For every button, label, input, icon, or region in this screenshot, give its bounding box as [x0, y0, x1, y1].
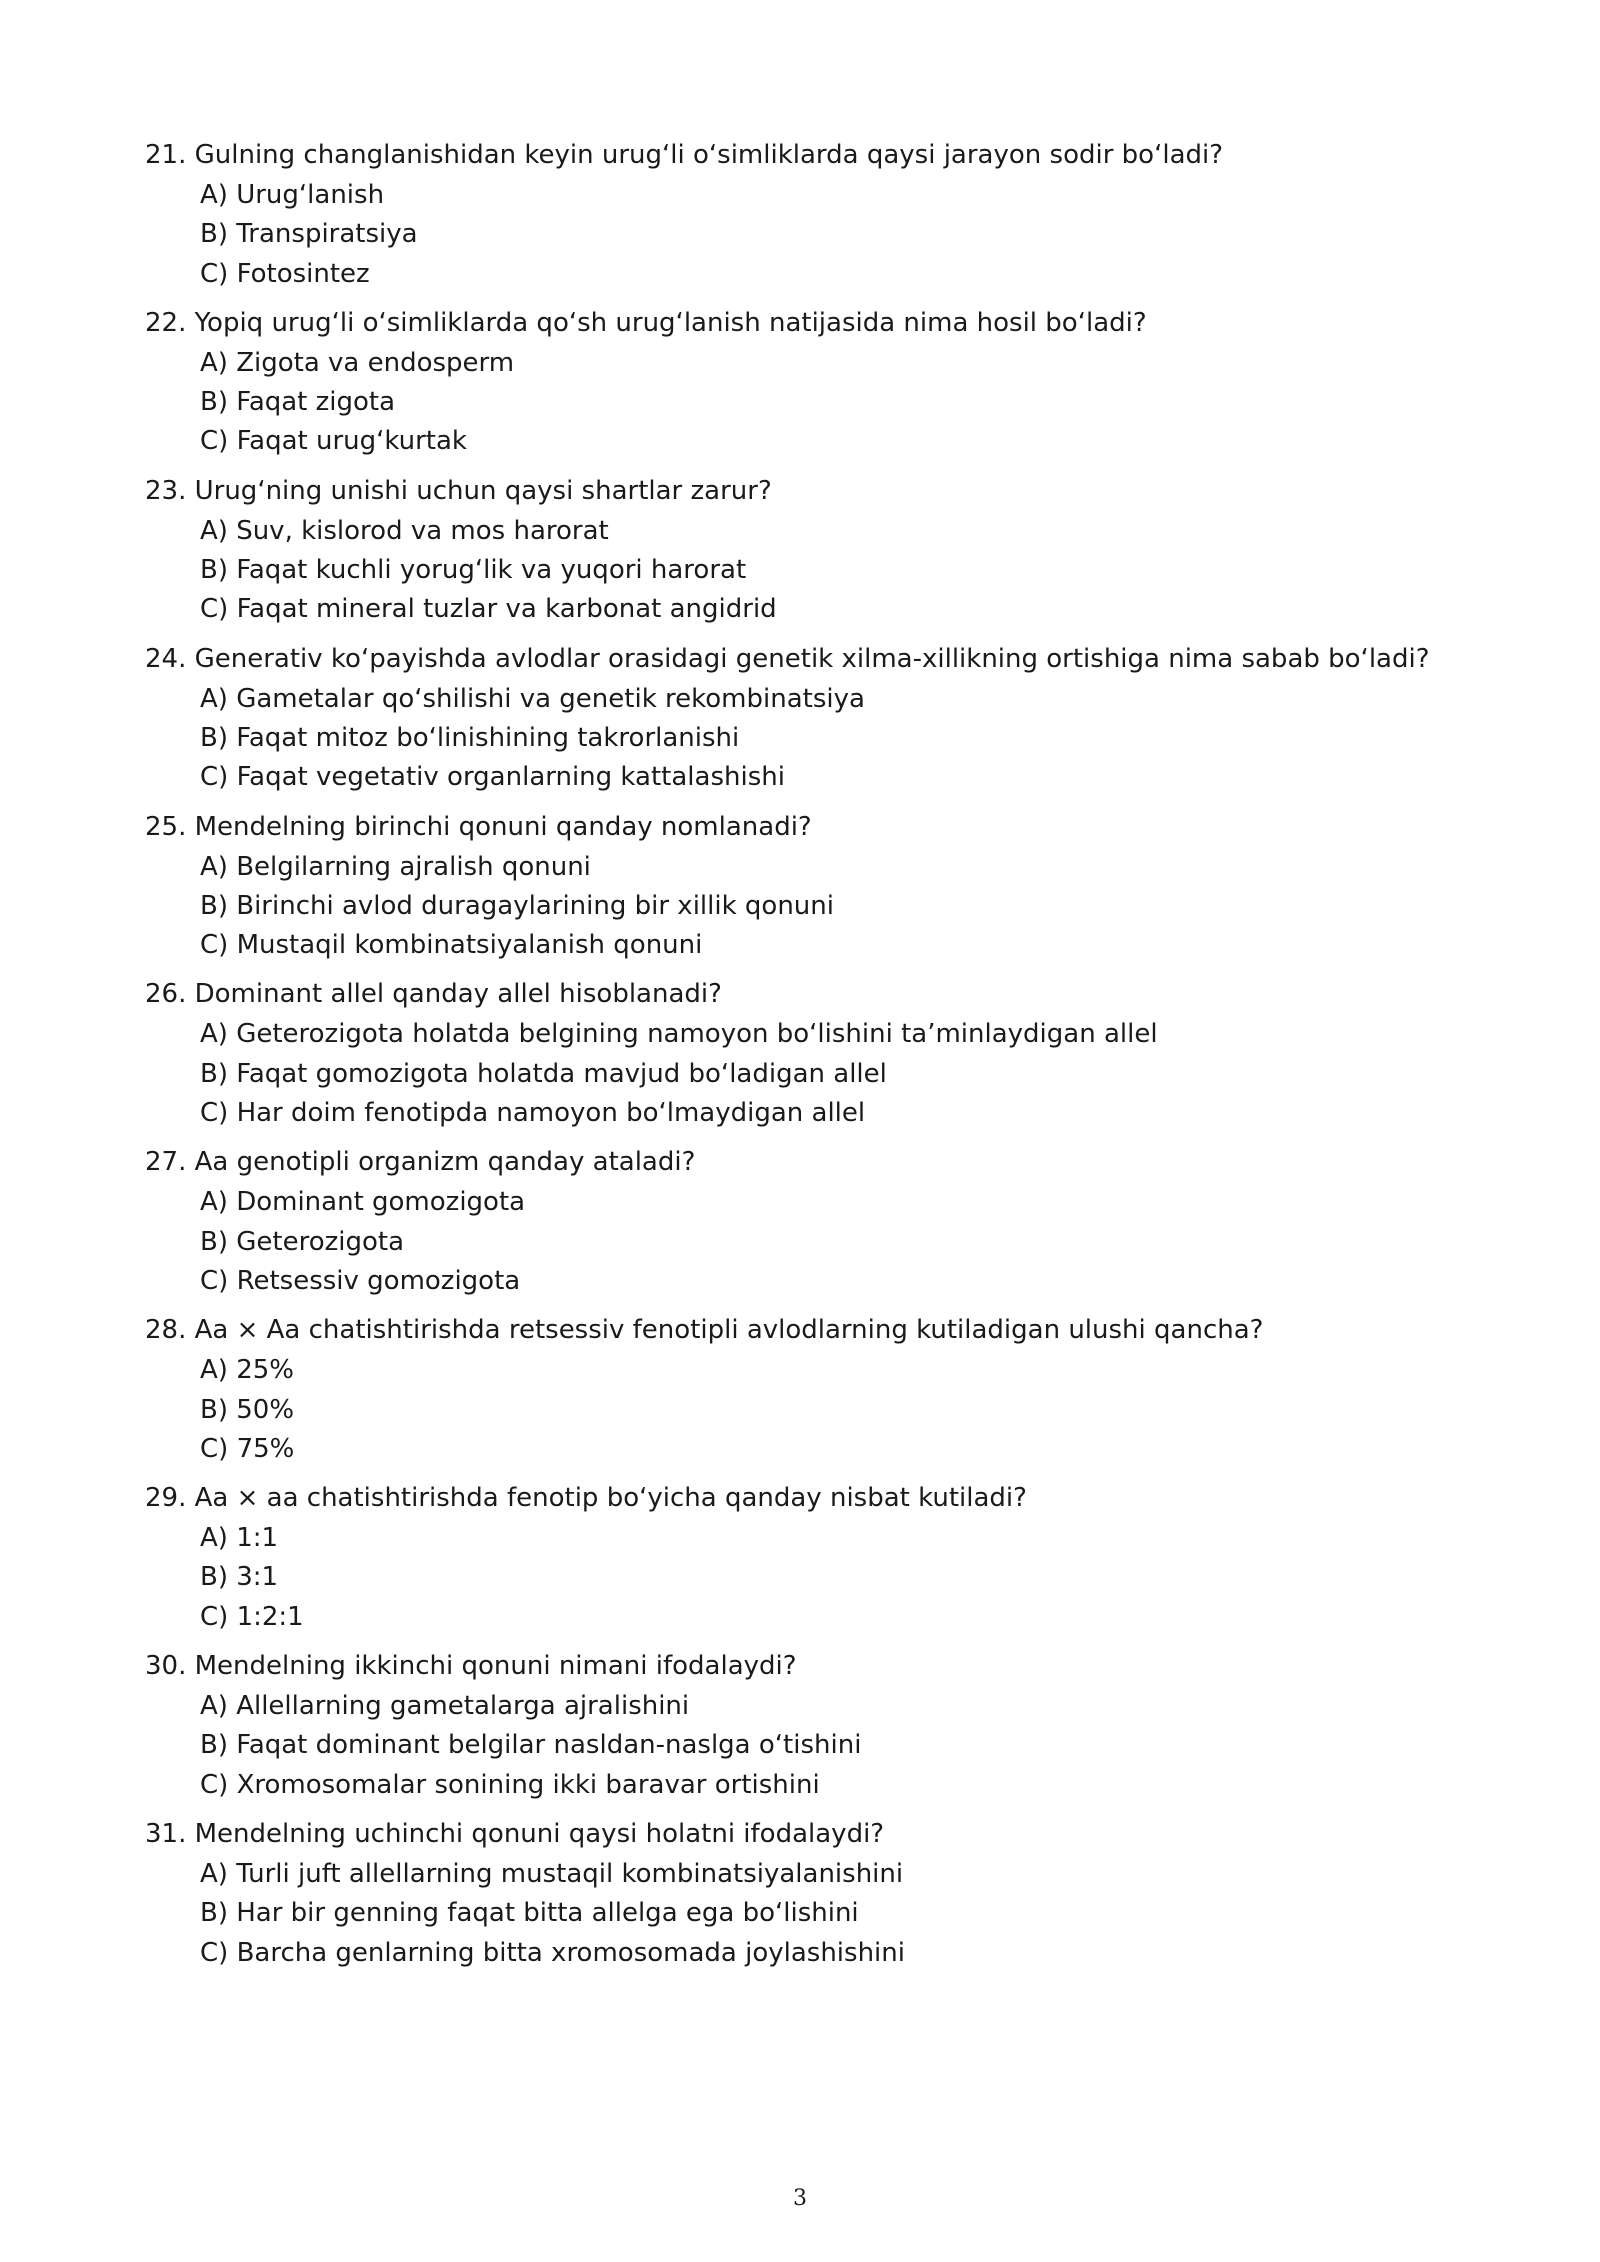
question-text: 28. Aa × Aa chatishtirishda retsessiv fenotipli avlodlarning kutiladigan ulushi qancha? — [145, 1315, 1264, 1346]
option-b: B) Transpiratsiya — [200, 219, 418, 250]
option-c: C) Faqat urug‘kurtak — [200, 426, 467, 457]
option-b: B) Birinchi avlod duragaylarining bir xillik qonuni — [200, 890, 834, 921]
question-text: 27. Aa genotipli organizm qanday ataladi? — [145, 1147, 696, 1178]
question-text: 25. Mendelning birinchi qonuni qanday nomlanadi? — [145, 811, 812, 842]
question-list — [145, 136, 1465, 1983]
option-b: B) Faqat mitoz bo‘linishining takrorlanishi — [200, 722, 740, 753]
question-text: 22. Yopiq urug‘li o‘simliklarda qo‘sh urug‘lanish natijasida nima hosil bo‘ladi? — [145, 307, 1147, 338]
option-a: A) Geterozigota holatda belgining namoyon bo‘lishini ta’minlaydigan allel — [200, 1019, 1158, 1050]
option-a: A) Urug‘lanish — [200, 180, 385, 210]
question-text: 24. Generativ ko‘payishda avlodlar orasidagi genetik xilma-xillikning ortishiga nima sabab bo‘ladi? — [145, 643, 1430, 674]
option-b: B) Har bir genning faqat bitta allelga ega bo‘lishini — [200, 1898, 859, 1929]
option-b: B) Faqat zigota — [200, 387, 396, 418]
option-b: B) 3:1 — [200, 1562, 279, 1593]
question-23 — [145, 472, 1465, 630]
question-28 — [145, 1311, 1465, 1469]
question-25 — [145, 808, 1465, 966]
question-27 — [145, 1143, 1465, 1301]
option-b: B) Geterozigota — [200, 1226, 405, 1257]
question-21 — [145, 136, 1465, 294]
option-b: B) Faqat dominant belgilar nasldan-naslga o‘tishini — [200, 1730, 862, 1761]
question-29 — [145, 1479, 1465, 1637]
option-a: A) Belgilarning ajralish qonuni — [200, 851, 591, 882]
option-list — [200, 1855, 1465, 1973]
question-31 — [145, 1815, 1465, 1973]
option-c: C) Xromosomalar sonining ikki baravar ortishini — [200, 1769, 820, 1800]
option-list — [200, 848, 1465, 966]
question-text: 31. Mendelning uchinchi qonuni qaysi holatni ifodalaydi? — [145, 1818, 885, 1849]
option-a: A) 1:1 — [200, 1523, 279, 1554]
option-a: A) Gametalar qo‘shilishi va genetik rekombinatsiya — [200, 683, 865, 714]
option-a: A) 25% — [200, 1355, 294, 1386]
option-c: C) Barcha genlarning bitta xromosomada joylashishini — [200, 1937, 905, 1968]
question-22 — [145, 304, 1465, 462]
option-list — [200, 1351, 1465, 1469]
option-list — [200, 512, 1465, 630]
option-list — [200, 1183, 1465, 1301]
option-a: A) Allellarning gametalarga ajralishini — [200, 1691, 690, 1722]
option-list — [200, 1015, 1465, 1133]
question-text: 23. Urug‘ning unishi uchun qaysi shartlar zarur? — [145, 475, 772, 506]
option-c: C) Retsessiv gomozigota — [200, 1265, 521, 1296]
option-a: A) Dominant gomozigota — [200, 1187, 526, 1218]
option-list — [200, 1687, 1465, 1805]
option-c: C) 75% — [200, 1433, 295, 1464]
option-c: C) 1:2:1 — [200, 1601, 304, 1632]
option-list — [200, 680, 1465, 798]
question-30 — [145, 1647, 1465, 1805]
question-26 — [145, 975, 1465, 1133]
option-b: B) 50% — [200, 1394, 295, 1425]
option-a: A) Suv, kislorod va mos harorat — [200, 515, 609, 546]
question-text: 30. Mendelning ikkinchi qonuni nimani ifodalaydi? — [145, 1651, 797, 1682]
option-list — [200, 176, 1465, 294]
option-a: A) Zigota va endosperm — [200, 347, 515, 378]
question-text: 26. Dominant allel qanday allel hisoblanadi? — [145, 979, 722, 1010]
page-number: 3 — [793, 2186, 807, 2211]
option-b: B) Faqat gomozigota holatda mavjud bo‘ladigan allel — [200, 1058, 887, 1089]
option-c: C) Har doim fenotipda namoyon bo‘lmaydigan allel — [200, 1098, 866, 1129]
option-a: A) Turli juft allellarning mustaqil kombinatsiyalanishini — [200, 1858, 904, 1889]
option-c: C) Faqat vegetativ organlarning kattalashishi — [200, 762, 785, 793]
question-text: 21. Gulning changlanishidan keyin urug‘li o‘simliklarda qaysi jarayon sodir bo‘ladi? — [145, 140, 1224, 170]
option-c: C) Fotosintez — [200, 258, 370, 289]
option-list — [200, 344, 1465, 462]
option-c: C) Mustaqil kombinatsiyalanish qonuni — [200, 930, 703, 961]
question-24 — [145, 640, 1465, 798]
option-b: B) Faqat kuchli yorug‘lik va yuqori harorat — [200, 555, 747, 586]
option-c: C) Faqat mineral tuzlar va karbonat angidrid — [200, 594, 777, 625]
question-text: 29. Aa × aa chatishtirishda fenotip bo‘yicha qanday nisbat kutiladi? — [145, 1483, 1027, 1514]
option-list — [200, 1519, 1465, 1637]
